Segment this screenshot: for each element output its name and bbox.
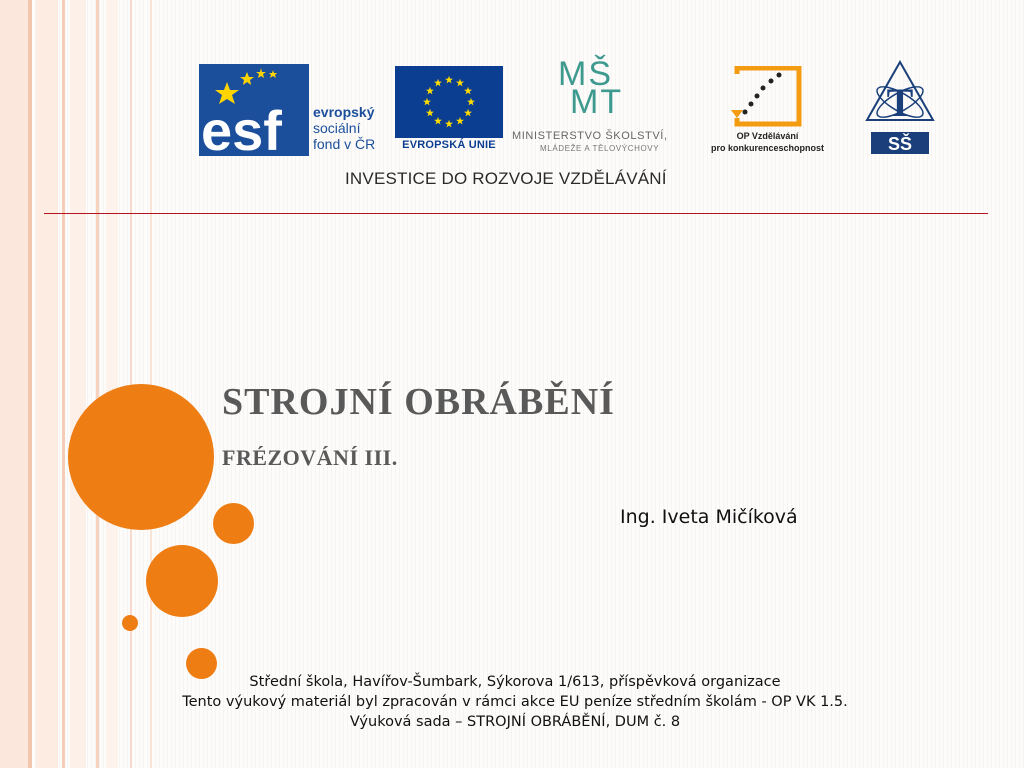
op-line2: pro konkurenceschopnost (710, 143, 825, 153)
footer-info (150, 672, 880, 732)
school-logo (865, 60, 935, 156)
tiny-orange-circle (122, 615, 138, 631)
eu-flag-logo (395, 66, 505, 156)
esf-line2: sociální (313, 120, 361, 136)
slide-title: STROJNÍ OBRÁBĚNÍ (222, 381, 615, 423)
msmt-logo (510, 55, 700, 158)
esf-line3: fond v ČR (313, 136, 376, 152)
msmt-line2: MLÁDEŽE A TĚLOVÝCHOVY (540, 144, 660, 153)
header-rule (44, 213, 988, 214)
slide-subtitle: FRÉZOVÁNÍ III. (222, 445, 398, 470)
esf-mark: esf (201, 99, 282, 156)
school-letter: T (886, 80, 914, 125)
sponsor-logos (195, 55, 940, 158)
invest-slogan: INVESTICE DO ROZVOJE VZDĚLÁVÁNÍ (345, 169, 667, 188)
eu-caption: EVROPSKÁ UNIE (402, 139, 496, 151)
author-name: Ing. Iveta Mičíková (620, 506, 798, 528)
msmt-mark: MŠ MT (558, 55, 624, 121)
esf-line1: evropský (313, 104, 375, 120)
op-logo (705, 66, 830, 158)
footer-line2: Tento výukový materiál byl zpracován v rámci akce EU peníze středním školám - OP VK 1.5. (182, 694, 848, 710)
op-line1: OP Vzdělávání (736, 131, 799, 141)
medium-orange-circle (146, 545, 218, 617)
footer-line1: Střední škola, Havířov-Šumbark, Sýkorova 1/613, příspěvková organizace (249, 674, 781, 690)
large-orange-circle (68, 384, 214, 530)
school-badge: SŠ (887, 134, 913, 154)
msmt-line1: MINISTERSTVO ŠKOLSTVÍ, (512, 130, 668, 142)
footer-line3: Výuková sada – STROJNÍ OBRÁBĚNÍ, DUM č. 8 (349, 714, 681, 730)
small-orange-circle (213, 503, 254, 544)
esf-logo (199, 64, 399, 156)
decorative-stripes (0, 0, 190, 768)
